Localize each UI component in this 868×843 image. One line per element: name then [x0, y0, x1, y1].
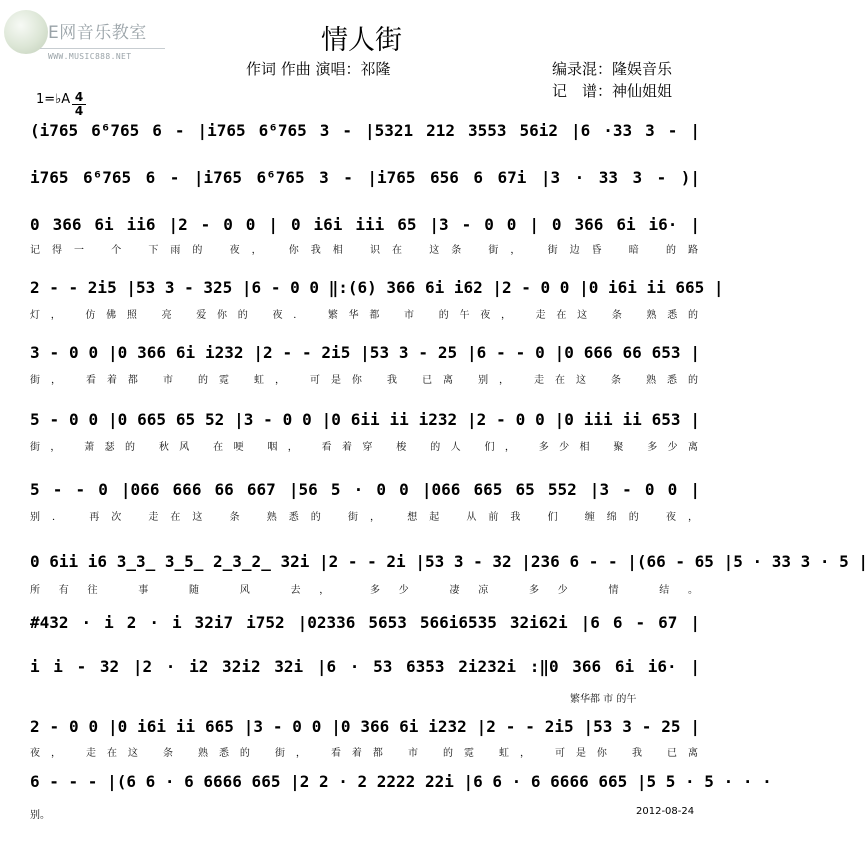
watermark-name: E网音乐教室 [48, 23, 147, 43]
lyric-line: 灯， 仿佛照 亮 爱你的 夜． 繁华都 市 的午夜， 走在这 条 熟悉的 [30, 310, 698, 321]
credit-arranger: 编录混：隆娱音乐 [552, 60, 673, 78]
watermark-url: WWW.MUSIC888.NET [48, 52, 132, 61]
score-line: 5 - - 0 |066 666 66 667 |56 5 · 0 0 |066 665 65 552 |3 - 0 0 | [30, 480, 700, 499]
meter-bottom: 4 [74, 104, 84, 118]
meter-top: 4 [74, 90, 84, 104]
time-signature [72, 92, 86, 117]
score-line: 2 - - 2i5 |53 3 - 325 |6 - 0 0 ‖:(6) 366 6i i62 |2 - 0 0 |0 i6i ii 665 | [30, 278, 724, 297]
lyric-line: 所有往 事 随 风 去， 多少 凄凉 多少 情 结。 [30, 585, 698, 596]
lyric-line: 记得一 个 下雨的 夜， 你我相 识在 这条 街， 街边昏 暗 的路 [30, 245, 698, 256]
score-line: 2 - 0 0 |0 i6i ii 665 |3 - 0 0 |0 366 6i i232 |2 - - 2i5 |53 3 - 25 | [30, 717, 700, 736]
lyric-line: 街， 看着都 市 的霓 虹， 可是你 我 已离 别， 走在这 条 熟悉的 [30, 375, 698, 386]
lyric-line: 别． 再次 走在这 条 熟悉的 街， 想起 从前我 们 缠绵的 夜， [30, 512, 698, 523]
score-line: i765 6⁶765 6 - |i765 6⁶765 3 - |i765 656 6 67i |3 · 33 3 - )| [30, 168, 700, 187]
score-line: 5 - 0 0 |0 665 65 52 |3 - 0 0 |0 6ii ii i232 |2 - 0 0 |0 iii ii 653 | [30, 410, 700, 429]
lyric-line: 繁华都 市 的午 [570, 694, 637, 705]
key-signature: 1=♭A [36, 92, 71, 107]
score-line: 0 366 6i ii6 |2 - 0 0 | 0 i6i iii 65 |3 - 0 0 | 0 366 6i i6· | [30, 215, 700, 234]
score-date: 2012-08-24 [636, 806, 695, 817]
score-line: #432 · i 2 · i 32i7 i752 |02336 5653 566i6535 32i62i |6 6 - 67 | [30, 613, 700, 632]
lyric-line: 街， 萧瑟的 秋风 在哽 咽， 看着穿 梭 的人 们， 多少相 聚 多少离 [30, 442, 698, 453]
score-line: i i - 32 |2 · i2 32i2 32i |6 · 53 6353 2i232i :‖0 366 6i i6· | [30, 657, 700, 676]
score-line: 6 - - - |(6 6 · 6 6666 665 |2 2 · 2 2222 22i |6 6 · 6 6666 665 |5 5 · 5 · · · [30, 772, 782, 791]
song-title: 情人街 [321, 25, 402, 56]
score-line: 3 - 0 0 |0 366 6i i232 |2 - - 2i5 |53 3 - 25 |6 - - 0 |0 666 66 653 | [30, 343, 700, 362]
credit-authors: 作词 作曲 演唱：祁隆 [246, 60, 391, 78]
score-line: 0 6ii i6 3̲3̲ 3̲5̲ 2̲3̲2̲ 32i |2 - - 2i |53 3 - 32 |236 6 - - |(66 - 65 |5 · 33 3 · 5 | [30, 552, 868, 571]
lyric-line: 夜， 走在这 条 熟悉的 街， 看着都 市 的霓 虹， 可是你 我 已离 [30, 748, 698, 759]
credit-transcriber: 记 谱：神仙姐姐 [552, 82, 673, 100]
lyric-line: 别。 [30, 810, 50, 821]
score-line: (i765 6⁶765 6 - |i765 6⁶765 3 - |5321 212 3553 56i2 |6 ·33 3 - | [30, 121, 700, 140]
